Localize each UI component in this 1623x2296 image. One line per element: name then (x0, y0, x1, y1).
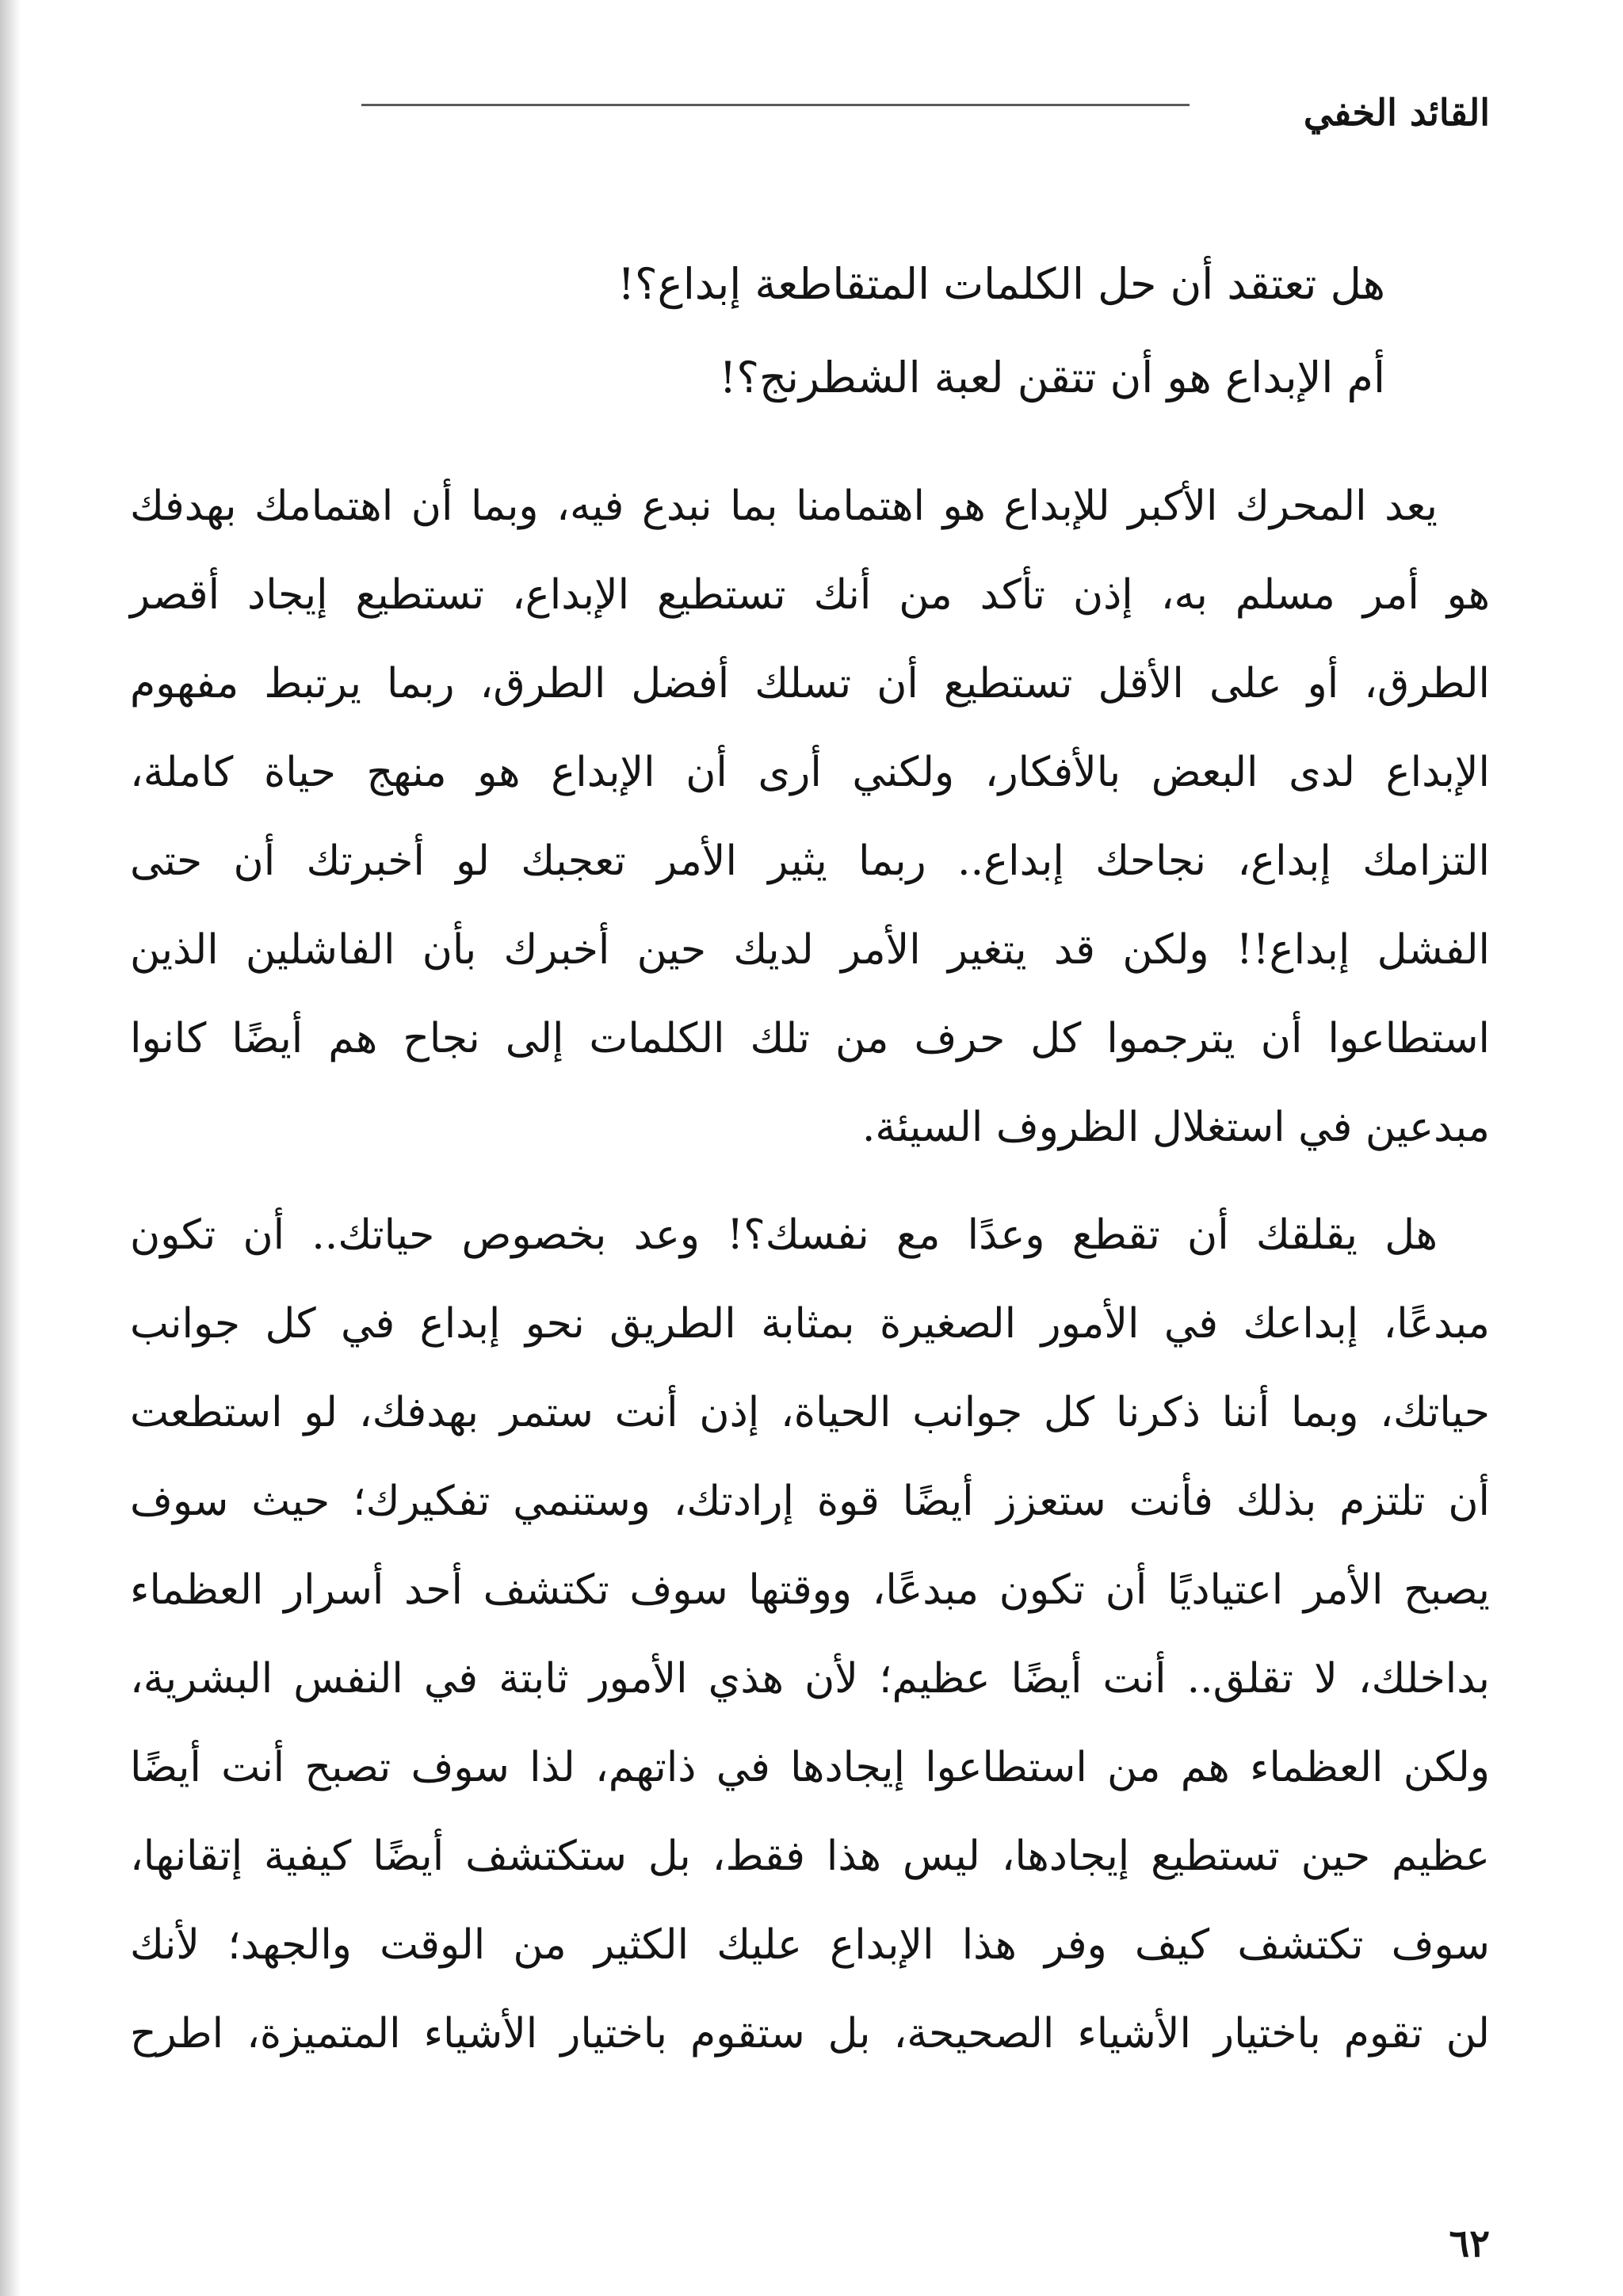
question-line: أم الإبداع هو أن تتقن لعبة الشطرنج؟! (719, 353, 1385, 402)
question-line: هل تعتقد أن حل الكلمات المتقاطعة إبداع؟! (617, 259, 1385, 309)
page-number: ٦٢ (1449, 2222, 1490, 2266)
text-line: الإبداع لدى البعض بالأفكار، ولكني أرى أن الإبداع هو منهج حياة كاملة، (130, 749, 1490, 796)
text-line: مبدعين في استغلال الظروف السيئة. (861, 1104, 1490, 1151)
running-header-title: القائد الخفي (1303, 91, 1490, 134)
text-line: حياتك، وبما أننا ذكرنا كل جوانب الحياة، إذن أنت ستمر بهدفك، لو استطعت (130, 1389, 1490, 1436)
text-line: الفشل إبداع!! ولكن قد يتغير الأمر لديك حين أخبرك بأن الفاشلين الذين (130, 926, 1490, 974)
text-line: استطاعوا أن يترجموا كل حرف من تلك الكلمات إلى نجاح هم أيضًا كانوا (130, 1015, 1490, 1062)
text-line: يعد المحرك الأكبر للإبداع هو اهتمامنا بما نبدع فيه، وبما أن اهتمامك بهدفك (130, 482, 1438, 530)
text-line: بداخلك، لا تقلق.. أنت أيضًا عظيم؛ لأن هذي الأمور ثابتة في النفس البشرية، (130, 1655, 1490, 1703)
page-edge-shadow (0, 0, 21, 2296)
paragraph-creativity-drive (130, 462, 1490, 1172)
text-line: سوف تكتشف كيف وفر هذا الإبداع عليك الكثير من الوقت والجهد؛ لأنك (130, 1921, 1490, 1969)
text-line: عظيم حين تستطيع إيجادها، ليس هذا فقط، بل ستكتشف أيضًا كيفية إتقانها، (130, 1833, 1490, 1880)
opening-questions (276, 238, 1385, 425)
text-line: التزامك إبداع، نجاحك إبداع.. ربما يثير الأمر تعجبك لو أخبرتك أن حتى (130, 837, 1490, 885)
text-line: هل يقلقك أن تقطع وعدًا مع نفسك؟! وعد بخصوص حياتك.. أن تكون (130, 1211, 1438, 1259)
text-line: أن تلتزم بذلك فأنت ستعزز أيضًا قوة إرادتك، وستنمي تفكيرك؛ حيث سوف (130, 1478, 1490, 1525)
paragraph-promise (130, 1191, 1490, 2078)
header-rule (361, 104, 1190, 106)
text-line: لن تقوم باختيار الأشياء الصحيحة، بل ستقوم باختيار الأشياء المتميزة، اطرح (130, 2010, 1490, 2058)
text-line: مبدعًا، إبداعك في الأمور الصغيرة بمثابة الطريق نحو إبداع في كل جوانب (130, 1300, 1490, 1348)
body-text (130, 462, 1490, 2097)
text-line: الطرق، أو على الأقل تستطيع أن تسلك أفضل الطرق، ربما يرتبط مفهوم (130, 660, 1490, 707)
text-line: ولكن العظماء هم من استطاعوا إيجادها في ذاتهم، لذا سوف تصبح أنت أيضًا (130, 1744, 1490, 1791)
text-line: يصبح الأمر اعتياديًا أن تكون مبدعًا، ووقتها سوف تكتشف أحد أسرار العظماء (130, 1566, 1490, 1614)
text-line: هو أمر مسلم به، إذن تأكد من أنك تستطيع الإبداع، تستطيع إيجاد أقصر (130, 571, 1490, 619)
